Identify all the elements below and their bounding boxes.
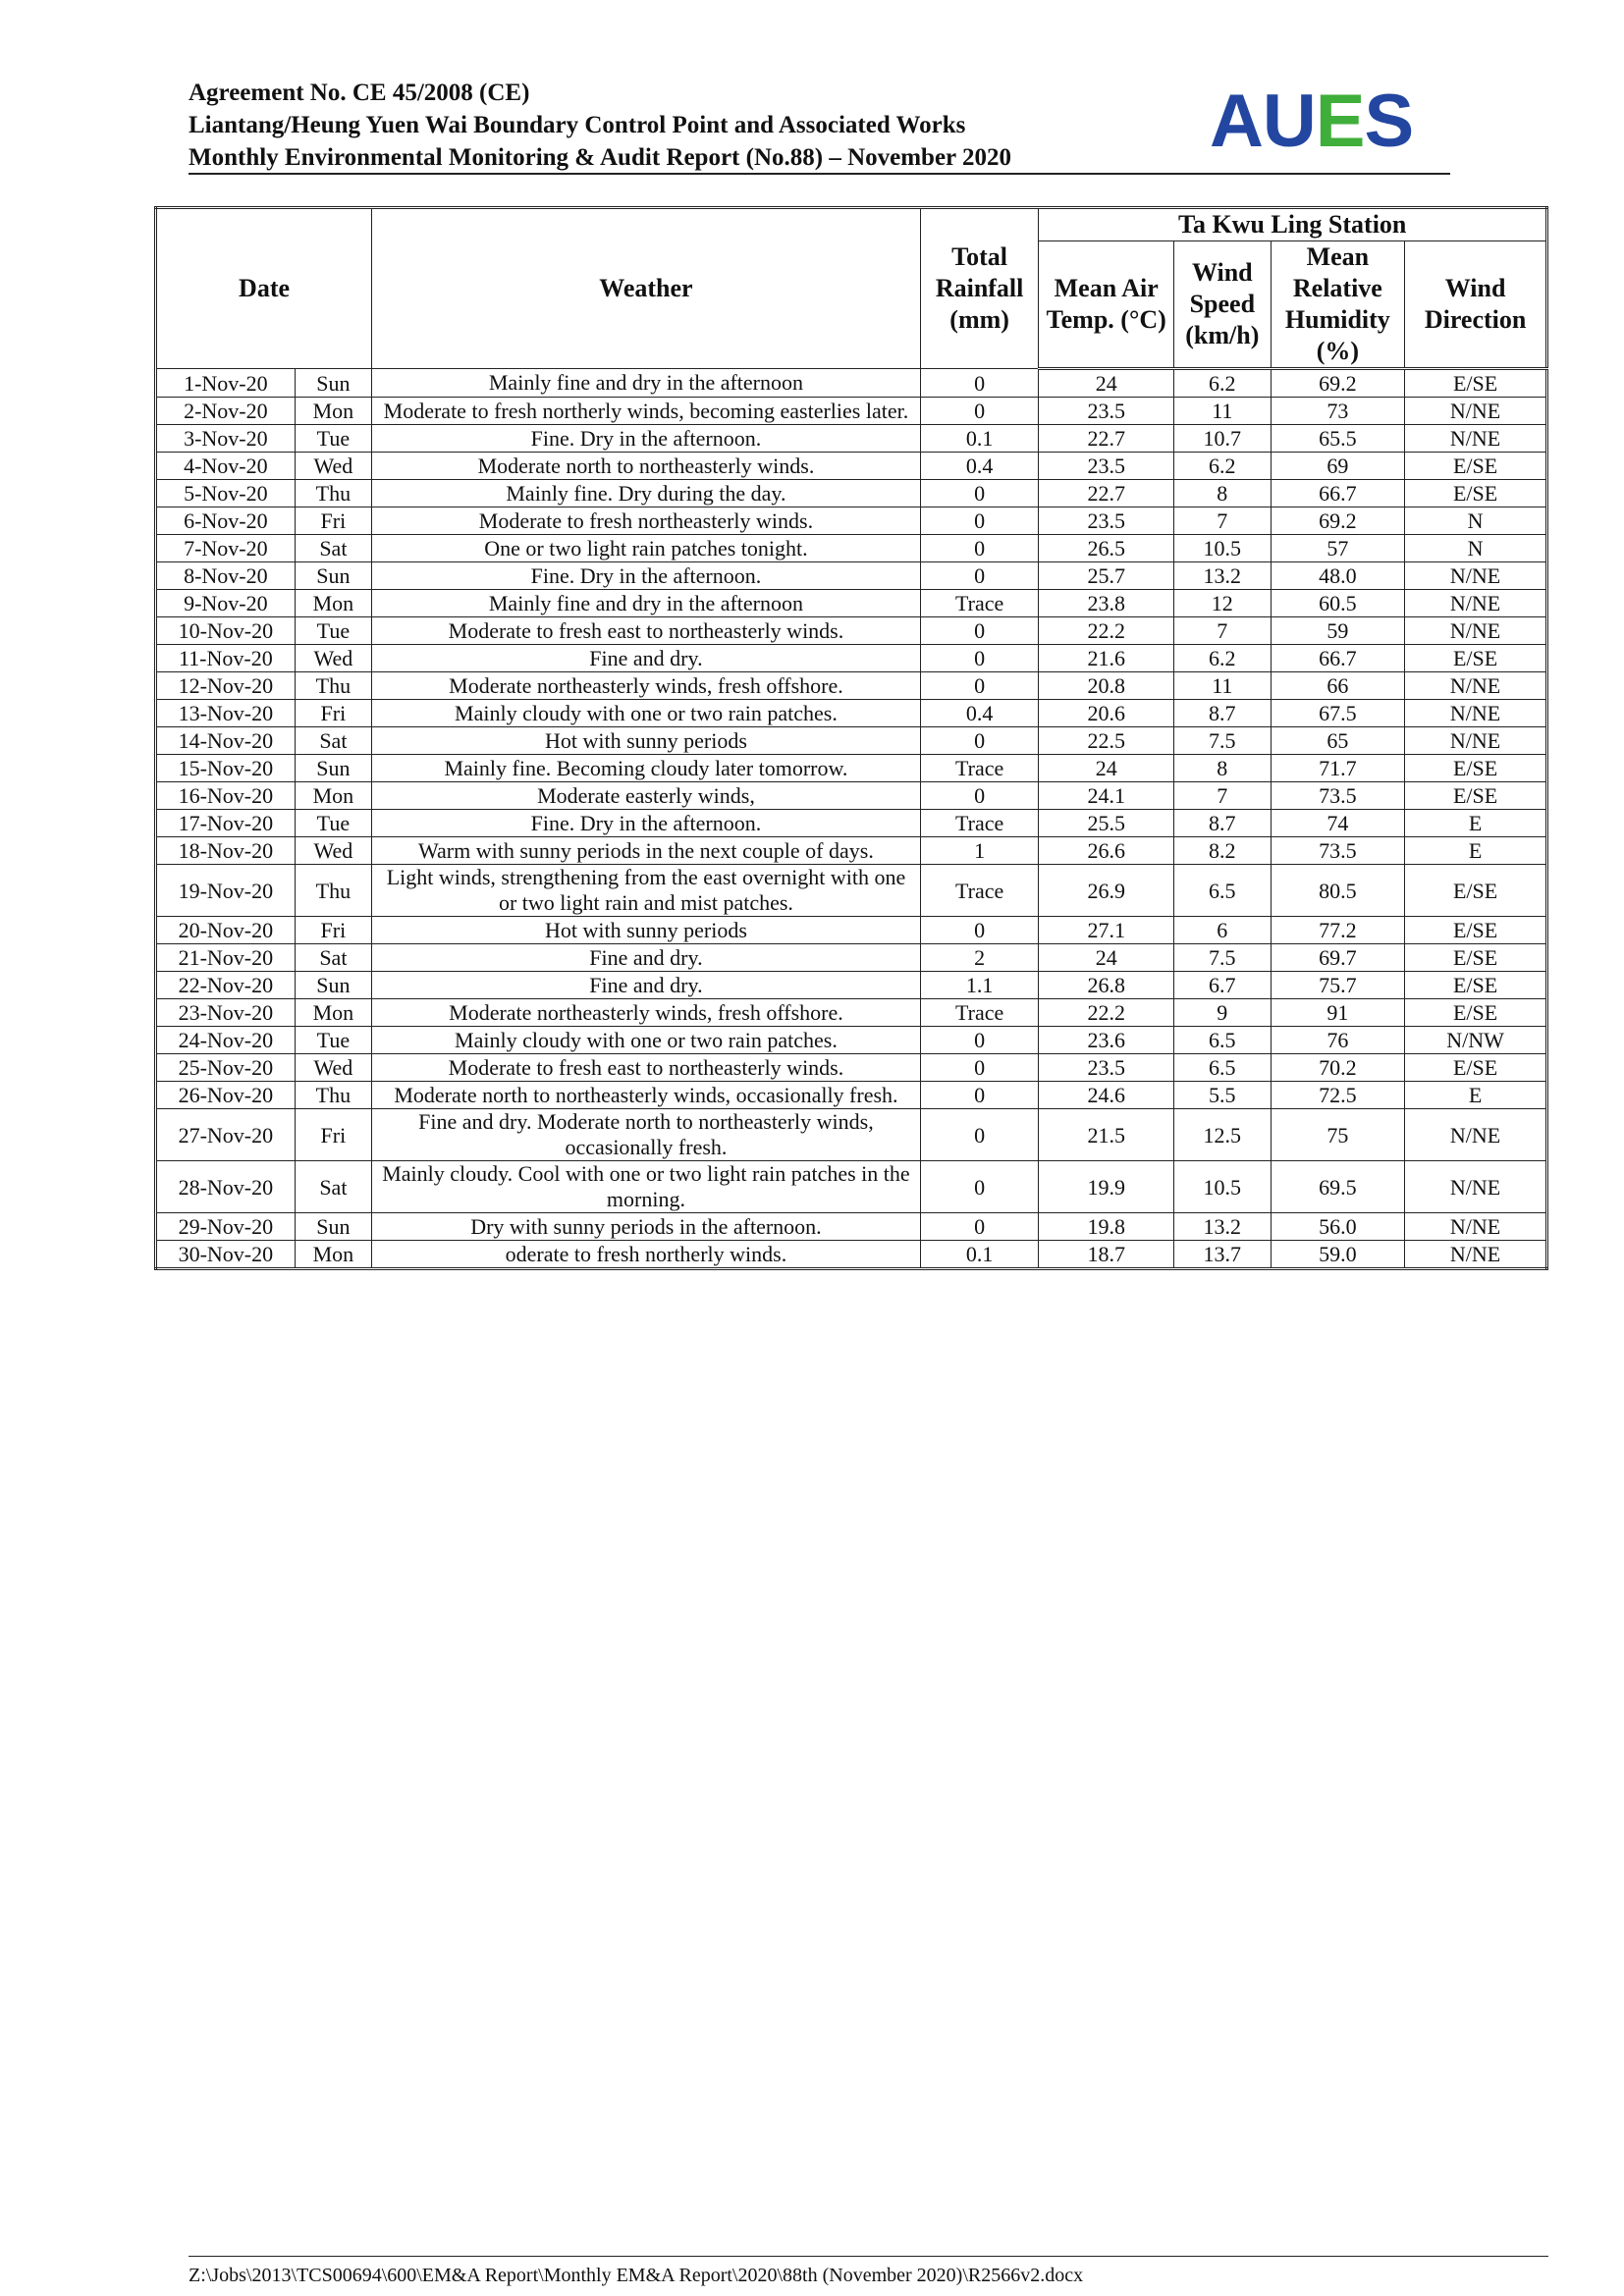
cell-humidity: 69.7	[1271, 944, 1405, 972]
report-title: Monthly Environmental Monitoring & Audit Report (No.88) – November 2020	[189, 144, 1011, 171]
cell-wind-speed: 8.7	[1174, 810, 1271, 837]
table-row	[156, 480, 1547, 507]
cell-wind-direction: N	[1405, 507, 1547, 535]
cell-rainfall: 0	[920, 782, 1039, 810]
cell-rainfall: 0	[920, 1054, 1039, 1082]
cell-humidity: 75.7	[1271, 972, 1405, 999]
cell-rainfall: 0	[920, 398, 1039, 425]
cell-humidity: 56.0	[1271, 1213, 1405, 1241]
cell-weather: Fine and dry.	[372, 972, 921, 999]
table-row	[156, 972, 1547, 999]
cell-day: Wed	[295, 837, 371, 865]
cell-day: Thu	[295, 672, 371, 700]
cell-date: 3-Nov-20	[156, 425, 296, 453]
cell-wind-speed: 8.2	[1174, 837, 1271, 865]
cell-wind-speed: 13.7	[1174, 1241, 1271, 1269]
weather-table	[154, 206, 1548, 1270]
cell-wind-speed: 7.5	[1174, 727, 1271, 755]
cell-rainfall: 0.1	[920, 1241, 1039, 1269]
cell-temp: 21.5	[1039, 1109, 1174, 1161]
table-row	[156, 1213, 1547, 1241]
cell-temp: 24.1	[1039, 782, 1174, 810]
logo-letter-a: A	[1210, 80, 1263, 163]
table-row	[156, 1161, 1547, 1213]
cell-rainfall: 0	[920, 507, 1039, 535]
cell-wind-speed: 6.5	[1174, 865, 1271, 917]
cell-wind-speed: 13.2	[1174, 562, 1271, 590]
cell-day: Fri	[295, 1109, 371, 1161]
cell-weather: Moderate easterly winds,	[372, 782, 921, 810]
cell-date: 10-Nov-20	[156, 617, 296, 645]
cell-day: Fri	[295, 507, 371, 535]
cell-day: Sun	[295, 755, 371, 782]
cell-date: 20-Nov-20	[156, 917, 296, 944]
table-row	[156, 917, 1547, 944]
cell-humidity: 65	[1271, 727, 1405, 755]
cell-weather: Moderate north to northeasterly winds, occasionally fresh.	[372, 1082, 921, 1109]
cell-date: 11-Nov-20	[156, 645, 296, 672]
cell-date: 15-Nov-20	[156, 755, 296, 782]
cell-humidity: 76	[1271, 1027, 1405, 1054]
cell-date: 16-Nov-20	[156, 782, 296, 810]
cell-humidity: 57	[1271, 535, 1405, 562]
cell-weather: Fine and dry.	[372, 645, 921, 672]
cell-rainfall: 0	[920, 1213, 1039, 1241]
cell-temp: 18.7	[1039, 1241, 1174, 1269]
cell-wind-speed: 6.5	[1174, 1027, 1271, 1054]
cell-weather: Dry with sunny periods in the afternoon.	[372, 1213, 921, 1241]
cell-rainfall: Trace	[920, 810, 1039, 837]
logo-letter-s: S	[1364, 80, 1414, 163]
cell-weather: Moderate to fresh northerly winds, becoming easterlies later.	[372, 398, 921, 425]
cell-wind-direction: N/NE	[1405, 1241, 1547, 1269]
cell-wind-speed: 7	[1174, 617, 1271, 645]
table-row	[156, 1109, 1547, 1161]
table-row	[156, 810, 1547, 837]
cell-humidity: 59	[1271, 617, 1405, 645]
cell-wind-direction: E	[1405, 810, 1547, 837]
cell-date: 4-Nov-20	[156, 453, 296, 480]
cell-rainfall: 0	[920, 645, 1039, 672]
cell-day: Tue	[295, 617, 371, 645]
cell-rainfall: 0	[920, 369, 1039, 398]
cell-temp: 23.6	[1039, 1027, 1174, 1054]
cell-date: 17-Nov-20	[156, 810, 296, 837]
cell-temp: 22.2	[1039, 617, 1174, 645]
cell-humidity: 74	[1271, 810, 1405, 837]
cell-rainfall: 0.4	[920, 453, 1039, 480]
cell-wind-speed: 7.5	[1174, 944, 1271, 972]
cell-wind-speed: 12.5	[1174, 1109, 1271, 1161]
cell-wind-speed: 8	[1174, 480, 1271, 507]
cell-temp: 22.7	[1039, 480, 1174, 507]
cell-weather: Fine. Dry in the afternoon.	[372, 810, 921, 837]
cell-weather: Hot with sunny periods	[372, 917, 921, 944]
cell-weather: Light winds, strengthening from the east overnight with one or two light rain and mist patches.	[372, 865, 921, 917]
cell-temp: 19.9	[1039, 1161, 1174, 1213]
cell-day: Wed	[295, 645, 371, 672]
cell-wind-direction: N/NE	[1405, 617, 1547, 645]
cell-wind-direction: E/SE	[1405, 369, 1547, 398]
cell-rainfall: 0	[920, 1027, 1039, 1054]
cell-temp: 20.6	[1039, 700, 1174, 727]
cell-temp: 22.2	[1039, 999, 1174, 1027]
cell-wind-speed: 6.2	[1174, 369, 1271, 398]
cell-weather: Fine and dry. Moderate north to northeasterly winds, occasionally fresh.	[372, 1109, 921, 1161]
cell-date: 2-Nov-20	[156, 398, 296, 425]
cell-humidity: 69	[1271, 453, 1405, 480]
cell-rainfall: 2	[920, 944, 1039, 972]
cell-day: Thu	[295, 1082, 371, 1109]
cell-date: 21-Nov-20	[156, 944, 296, 972]
cell-weather: Fine. Dry in the afternoon.	[372, 562, 921, 590]
cell-weather: oderate to fresh northerly winds.	[372, 1241, 921, 1269]
header-wind-direction: Wind Direction	[1405, 241, 1547, 369]
cell-humidity: 69.5	[1271, 1161, 1405, 1213]
table-row	[156, 1082, 1547, 1109]
footer-divider	[189, 2256, 1548, 2257]
header-humidity: Mean Relative Humidity (%)	[1271, 241, 1405, 369]
cell-temp: 23.5	[1039, 453, 1174, 480]
cell-date: 6-Nov-20	[156, 507, 296, 535]
cell-weather: Moderate to fresh northeasterly winds.	[372, 507, 921, 535]
cell-day: Mon	[295, 398, 371, 425]
cell-humidity: 67.5	[1271, 700, 1405, 727]
project-title: Liantang/Heung Yuen Wai Boundary Control Point and Associated Works	[189, 112, 966, 138]
cell-temp: 24	[1039, 944, 1174, 972]
cell-rainfall: 0	[920, 727, 1039, 755]
cell-weather: Mainly fine and dry in the afternoon	[372, 590, 921, 617]
cell-weather: Mainly cloudy with one or two rain patches.	[372, 1027, 921, 1054]
table-row	[156, 700, 1547, 727]
cell-temp: 23.5	[1039, 398, 1174, 425]
cell-temp: 27.1	[1039, 917, 1174, 944]
cell-wind-direction: E/SE	[1405, 944, 1547, 972]
cell-wind-speed: 6.5	[1174, 1054, 1271, 1082]
cell-humidity: 69.2	[1271, 369, 1405, 398]
table-row	[156, 672, 1547, 700]
cell-wind-speed: 7	[1174, 507, 1271, 535]
cell-wind-speed: 11	[1174, 398, 1271, 425]
file-path: Z:\Jobs\2013\TCS00694\600\EM&A Report\Monthly EM&A Report\2020\88th (November 2020)\R2566v2.docx	[189, 2265, 1084, 2286]
cell-date: 13-Nov-20	[156, 700, 296, 727]
cell-rainfall: 0	[920, 917, 1039, 944]
cell-date: 27-Nov-20	[156, 1109, 296, 1161]
cell-wind-direction: N/NE	[1405, 1109, 1547, 1161]
cell-wind-direction: E/SE	[1405, 865, 1547, 917]
cell-day: Sat	[295, 727, 371, 755]
cell-weather: Fine and dry.	[372, 944, 921, 972]
cell-date: 1-Nov-20	[156, 369, 296, 398]
cell-wind-direction: N/NE	[1405, 672, 1547, 700]
cell-wind-direction: N/NE	[1405, 700, 1547, 727]
cell-wind-direction: E/SE	[1405, 755, 1547, 782]
cell-rainfall: 1.1	[920, 972, 1039, 999]
cell-day: Fri	[295, 917, 371, 944]
cell-date: 30-Nov-20	[156, 1241, 296, 1269]
cell-humidity: 71.7	[1271, 755, 1405, 782]
cell-temp: 22.5	[1039, 727, 1174, 755]
cell-temp: 21.6	[1039, 645, 1174, 672]
logo-letter-u: U	[1262, 80, 1316, 163]
cell-day: Mon	[295, 782, 371, 810]
cell-wind-direction: E	[1405, 1082, 1547, 1109]
table-row	[156, 782, 1547, 810]
table-row	[156, 865, 1547, 917]
header-weather: Weather	[372, 208, 921, 369]
cell-temp: 24	[1039, 369, 1174, 398]
cell-date: 29-Nov-20	[156, 1213, 296, 1241]
report-header	[189, 77, 1450, 175]
cell-day: Sun	[295, 972, 371, 999]
cell-rainfall: 0	[920, 1161, 1039, 1213]
table-row	[156, 944, 1547, 972]
cell-day: Tue	[295, 810, 371, 837]
header-total-rainfall: Total Rainfall (mm)	[920, 208, 1039, 369]
cell-wind-speed: 6.2	[1174, 645, 1271, 672]
cell-temp: 25.7	[1039, 562, 1174, 590]
cell-date: 8-Nov-20	[156, 562, 296, 590]
cell-wind-direction: E/SE	[1405, 480, 1547, 507]
cell-humidity: 66	[1271, 672, 1405, 700]
table-row	[156, 453, 1547, 480]
cell-wind-speed: 7	[1174, 782, 1271, 810]
cell-day: Thu	[295, 865, 371, 917]
cell-humidity: 66.7	[1271, 645, 1405, 672]
cell-rainfall: 0	[920, 617, 1039, 645]
cell-day: Mon	[295, 590, 371, 617]
cell-day: Tue	[295, 1027, 371, 1054]
cell-weather: Mainly cloudy. Cool with one or two light rain patches in the morning.	[372, 1161, 921, 1213]
table-row	[156, 590, 1547, 617]
cell-wind-direction: N/NE	[1405, 562, 1547, 590]
cell-weather: Hot with sunny periods	[372, 727, 921, 755]
cell-weather: Mainly cloudy with one or two rain patches.	[372, 700, 921, 727]
cell-rainfall: Trace	[920, 590, 1039, 617]
cell-rainfall: 0	[920, 562, 1039, 590]
cell-rainfall: 0	[920, 480, 1039, 507]
table-row	[156, 1027, 1547, 1054]
cell-weather: One or two light rain patches tonight.	[372, 535, 921, 562]
cell-date: 23-Nov-20	[156, 999, 296, 1027]
cell-wind-direction: N/NE	[1405, 727, 1547, 755]
cell-wind-direction: E	[1405, 837, 1547, 865]
table-row	[156, 1241, 1547, 1269]
cell-rainfall: 0	[920, 1109, 1039, 1161]
cell-wind-direction: E/SE	[1405, 999, 1547, 1027]
cell-temp: 26.6	[1039, 837, 1174, 865]
cell-rainfall: Trace	[920, 999, 1039, 1027]
cell-day: Mon	[295, 1241, 371, 1269]
cell-weather: Moderate northeasterly winds, fresh offshore.	[372, 999, 921, 1027]
table-row	[156, 507, 1547, 535]
cell-wind-speed: 6.2	[1174, 453, 1271, 480]
cell-wind-direction: N/NE	[1405, 1161, 1547, 1213]
cell-temp: 20.8	[1039, 672, 1174, 700]
cell-day: Thu	[295, 480, 371, 507]
cell-humidity: 69.2	[1271, 507, 1405, 535]
cell-humidity: 73.5	[1271, 837, 1405, 865]
header-divider	[189, 173, 1450, 175]
table-row	[156, 1054, 1547, 1082]
cell-wind-speed: 6	[1174, 917, 1271, 944]
cell-day: Fri	[295, 700, 371, 727]
cell-date: 28-Nov-20	[156, 1161, 296, 1213]
cell-temp: 24	[1039, 755, 1174, 782]
logo-letter-e: E	[1315, 80, 1365, 163]
cell-wind-speed: 8.7	[1174, 700, 1271, 727]
cell-weather: Warm with sunny periods in the next couple of days.	[372, 837, 921, 865]
cell-wind-speed: 10.7	[1174, 425, 1271, 453]
agreement-number: Agreement No. CE 45/2008 (CE)	[189, 80, 530, 106]
table-row	[156, 398, 1547, 425]
header-mean-air-temp: Mean Air Temp. (°C)	[1039, 241, 1174, 369]
cell-date: 25-Nov-20	[156, 1054, 296, 1082]
cell-weather: Mainly fine. Becoming cloudy later tomorrow.	[372, 755, 921, 782]
cell-wind-speed: 6.7	[1174, 972, 1271, 999]
page-footer	[189, 2256, 1548, 2287]
cell-date: 24-Nov-20	[156, 1027, 296, 1054]
cell-humidity: 60.5	[1271, 590, 1405, 617]
cell-day: Sun	[295, 562, 371, 590]
cell-temp: 19.8	[1039, 1213, 1174, 1241]
cell-humidity: 72.5	[1271, 1082, 1405, 1109]
cell-wind-direction: E/SE	[1405, 972, 1547, 999]
cell-humidity: 70.2	[1271, 1054, 1405, 1082]
cell-day: Sun	[295, 1213, 371, 1241]
cell-day: Mon	[295, 999, 371, 1027]
cell-weather: Mainly fine. Dry during the day.	[372, 480, 921, 507]
cell-wind-speed: 10.5	[1174, 1161, 1271, 1213]
cell-wind-direction: E/SE	[1405, 782, 1547, 810]
cell-humidity: 48.0	[1271, 562, 1405, 590]
cell-wind-speed: 9	[1174, 999, 1271, 1027]
cell-temp: 23.8	[1039, 590, 1174, 617]
cell-humidity: 91	[1271, 999, 1405, 1027]
cell-date: 14-Nov-20	[156, 727, 296, 755]
cell-humidity: 75	[1271, 1109, 1405, 1161]
cell-wind-speed: 5.5	[1174, 1082, 1271, 1109]
table-row	[156, 562, 1547, 590]
cell-temp: 25.5	[1039, 810, 1174, 837]
cell-wind-direction: N/NE	[1405, 425, 1547, 453]
weather-table-body	[156, 369, 1547, 1269]
cell-wind-speed: 10.5	[1174, 535, 1271, 562]
cell-day: Sat	[295, 535, 371, 562]
cell-rainfall: 0	[920, 1082, 1039, 1109]
cell-wind-direction: N/NE	[1405, 1213, 1547, 1241]
cell-day: Tue	[295, 425, 371, 453]
cell-wind-speed: 13.2	[1174, 1213, 1271, 1241]
cell-temp: 23.5	[1039, 1054, 1174, 1082]
cell-weather: Moderate northeasterly winds, fresh offshore.	[372, 672, 921, 700]
cell-date: 9-Nov-20	[156, 590, 296, 617]
cell-rainfall: 0.4	[920, 700, 1039, 727]
cell-date: 19-Nov-20	[156, 865, 296, 917]
cell-temp: 23.5	[1039, 507, 1174, 535]
table-row	[156, 425, 1547, 453]
cell-temp: 24.6	[1039, 1082, 1174, 1109]
cell-humidity: 66.7	[1271, 480, 1405, 507]
header-station: Ta Kwu Ling Station	[1039, 208, 1547, 241]
cell-date: 22-Nov-20	[156, 972, 296, 999]
header-title-block	[189, 77, 1011, 174]
table-row	[156, 369, 1547, 398]
cell-temp: 26.5	[1039, 535, 1174, 562]
cell-date: 18-Nov-20	[156, 837, 296, 865]
cell-date: 5-Nov-20	[156, 480, 296, 507]
cell-rainfall: 0.1	[920, 425, 1039, 453]
cell-rainfall: Trace	[920, 865, 1039, 917]
cell-day: Sat	[295, 944, 371, 972]
cell-day: Wed	[295, 1054, 371, 1082]
cell-humidity: 80.5	[1271, 865, 1405, 917]
cell-date: 12-Nov-20	[156, 672, 296, 700]
cell-humidity: 73	[1271, 398, 1405, 425]
cell-temp: 22.7	[1039, 425, 1174, 453]
cell-weather: Moderate to fresh east to northeasterly winds.	[372, 617, 921, 645]
cell-weather: Moderate to fresh east to northeasterly winds.	[372, 1054, 921, 1082]
table-row	[156, 645, 1547, 672]
aues-logo	[1210, 82, 1413, 161]
header-wind-speed: Wind Speed (km/h)	[1174, 241, 1271, 369]
cell-humidity: 77.2	[1271, 917, 1405, 944]
cell-wind-direction: E/SE	[1405, 645, 1547, 672]
cell-date: 26-Nov-20	[156, 1082, 296, 1109]
table-row	[156, 837, 1547, 865]
cell-day: Wed	[295, 453, 371, 480]
cell-date: 7-Nov-20	[156, 535, 296, 562]
cell-rainfall: 0	[920, 672, 1039, 700]
cell-rainfall: 1	[920, 837, 1039, 865]
table-row	[156, 755, 1547, 782]
cell-wind-speed: 12	[1174, 590, 1271, 617]
cell-wind-direction: E/SE	[1405, 453, 1547, 480]
cell-weather: Mainly fine and dry in the afternoon	[372, 369, 921, 398]
cell-weather: Moderate north to northeasterly winds.	[372, 453, 921, 480]
cell-wind-direction: E/SE	[1405, 917, 1547, 944]
table-row	[156, 535, 1547, 562]
cell-wind-direction: E/SE	[1405, 1054, 1547, 1082]
cell-wind-speed: 8	[1174, 755, 1271, 782]
cell-rainfall: Trace	[920, 755, 1039, 782]
cell-temp: 26.9	[1039, 865, 1174, 917]
cell-wind-direction: N/NE	[1405, 398, 1547, 425]
cell-temp: 26.8	[1039, 972, 1174, 999]
cell-weather: Fine. Dry in the afternoon.	[372, 425, 921, 453]
cell-day: Sat	[295, 1161, 371, 1213]
cell-rainfall: 0	[920, 535, 1039, 562]
table-row	[156, 617, 1547, 645]
cell-wind-direction: N/NW	[1405, 1027, 1547, 1054]
weather-table-container	[154, 206, 1548, 1270]
cell-wind-direction: N	[1405, 535, 1547, 562]
cell-humidity: 65.5	[1271, 425, 1405, 453]
cell-humidity: 73.5	[1271, 782, 1405, 810]
header-date: Date	[156, 208, 372, 369]
table-row	[156, 727, 1547, 755]
cell-wind-speed: 11	[1174, 672, 1271, 700]
table-row	[156, 999, 1547, 1027]
cell-wind-direction: N/NE	[1405, 590, 1547, 617]
cell-day: Sun	[295, 369, 371, 398]
cell-humidity: 59.0	[1271, 1241, 1405, 1269]
